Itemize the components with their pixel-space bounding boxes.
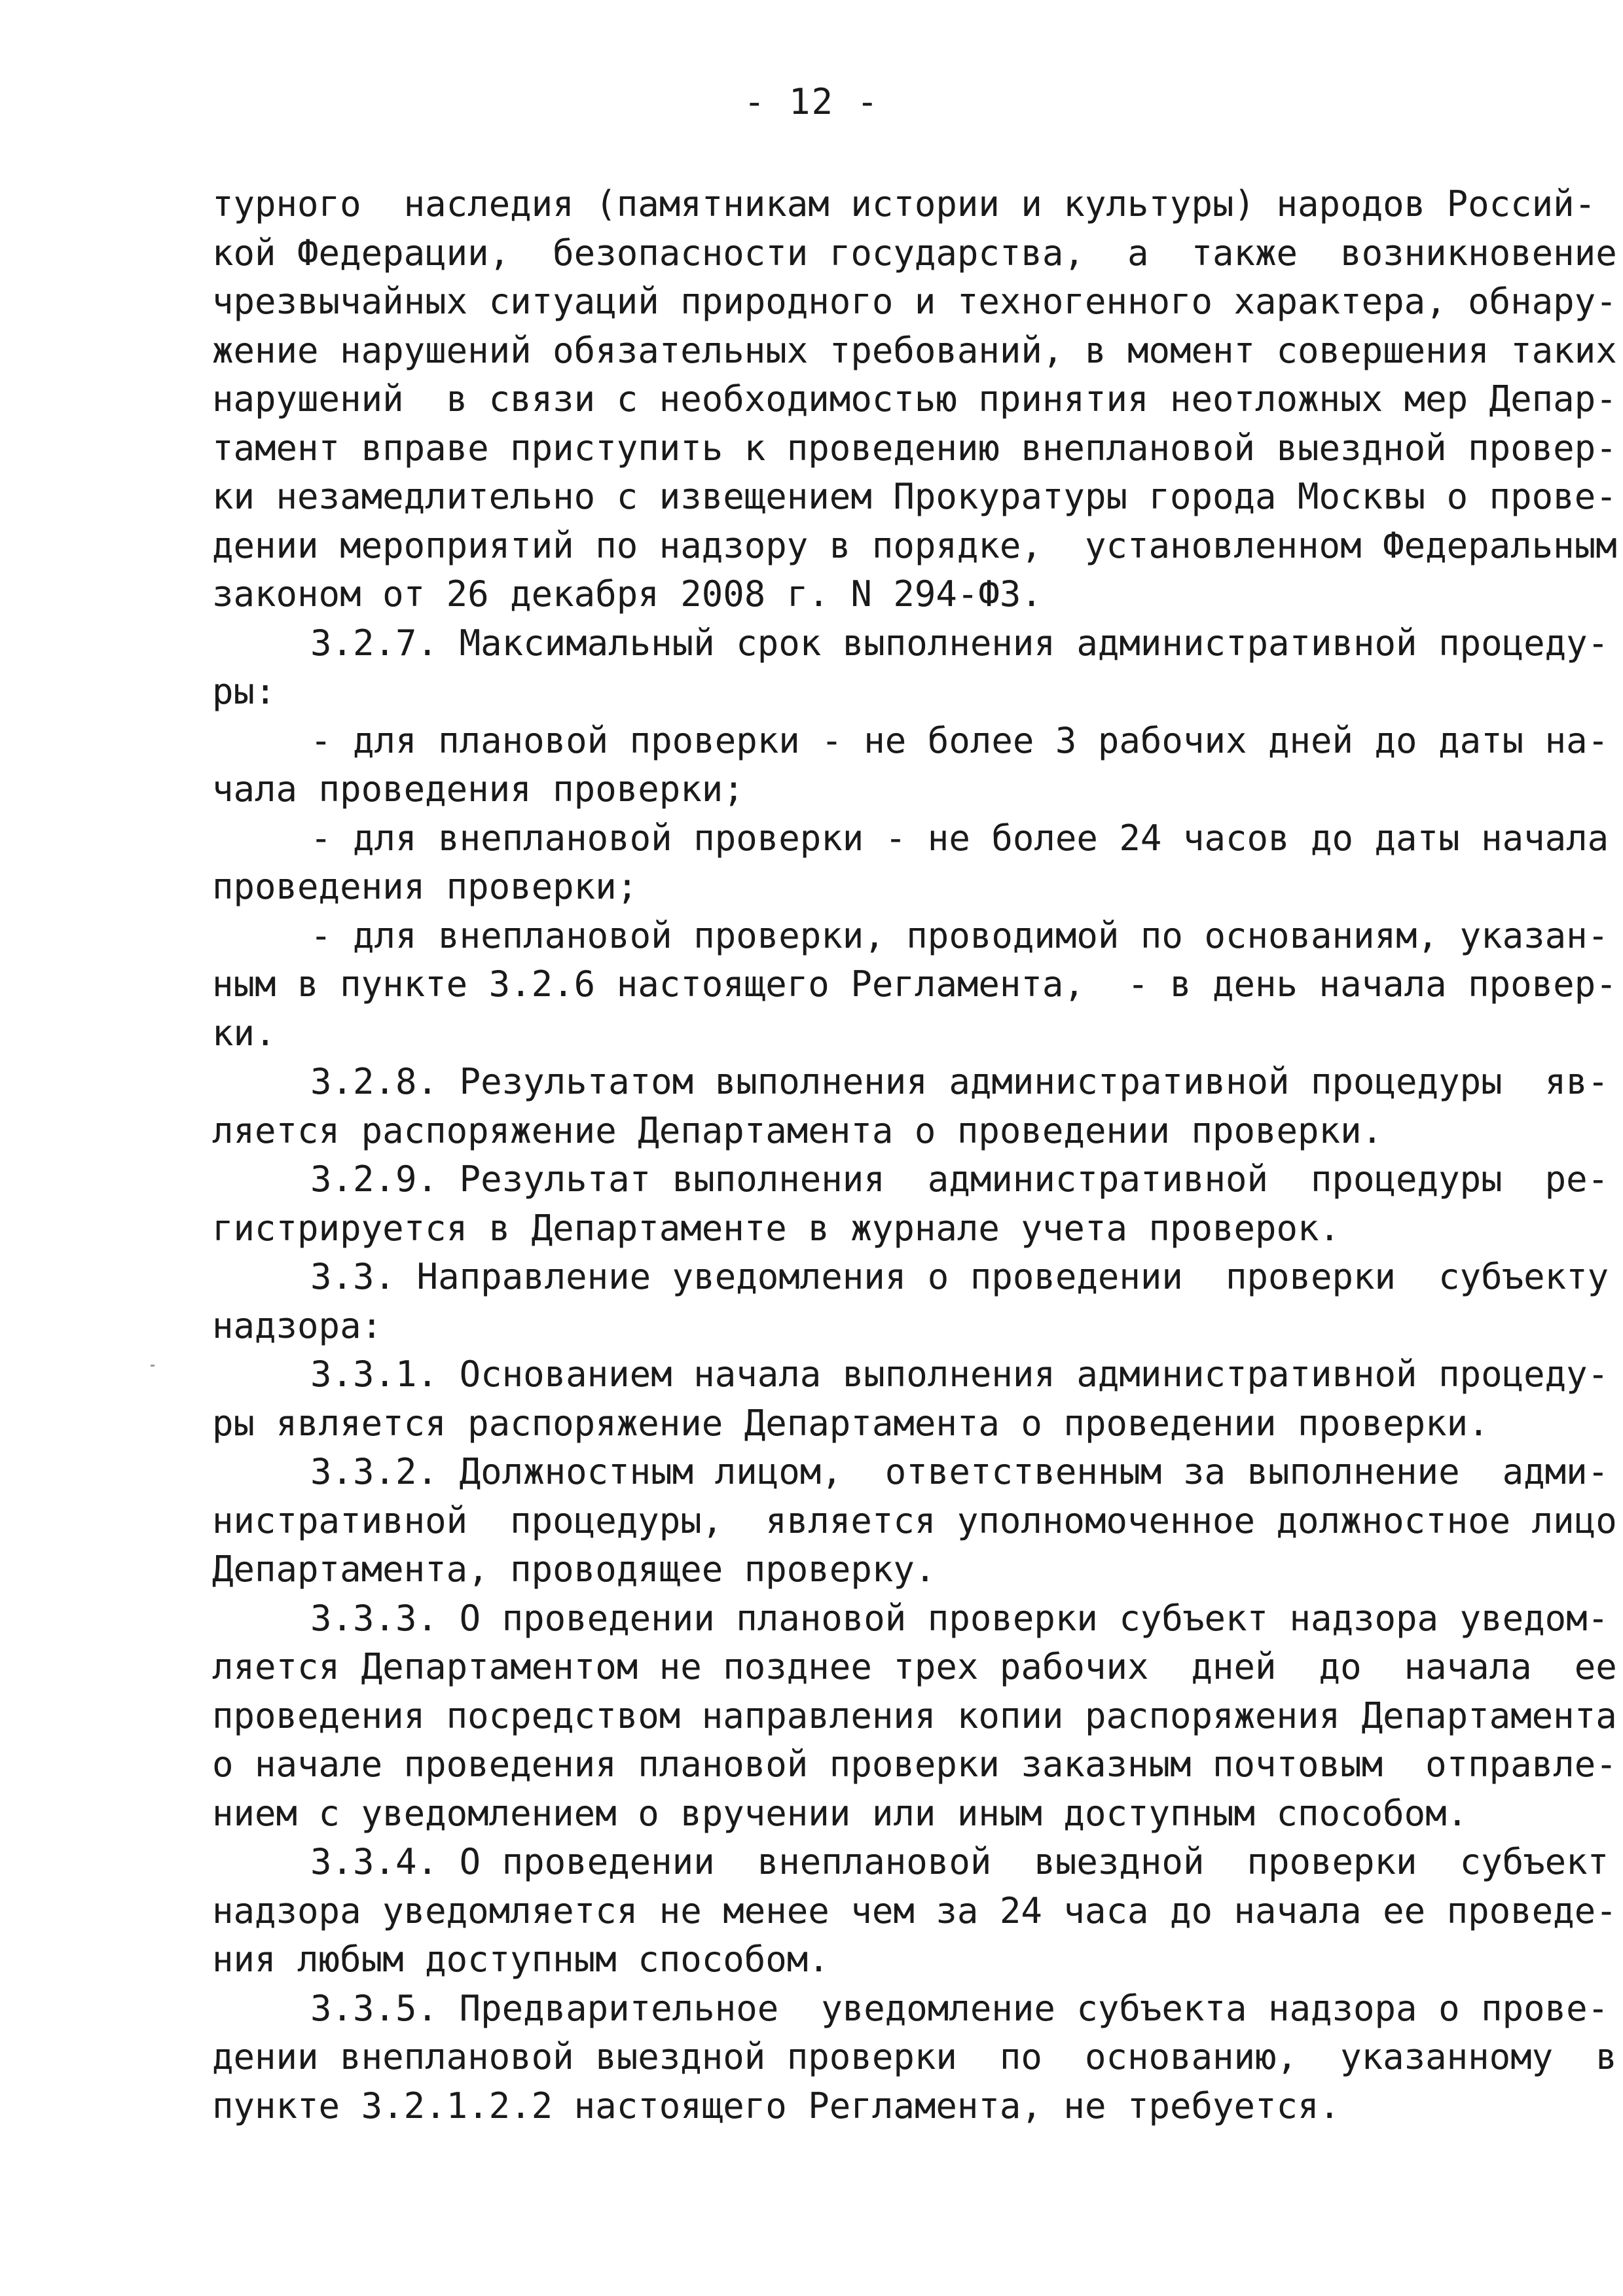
margin-mark [151,1365,155,1367]
text-line: 3.3.1. Основанием начала выполнения административной процеду- [310,1354,1609,1395]
text-line: ным в пункте 3.2.6 настоящего Регламента, - в день начала провер- [212,963,1617,1005]
text-line: ки незамедлительно с извещением Прокуратуры города Москвы о прове- [212,476,1617,517]
text-line: дении мероприятий по надзору в порядке, установленном Федеральным [212,524,1617,566]
text-line: пункте 3.2.1.2.2 настоящего Регламента, не требуется. [212,2085,1341,2126]
text-line: 3.3.5. Предварительное уведомление субъекта надзора о прове- [310,1987,1609,2029]
text-line: 3.3.2. Должностным лицом, ответственным за выполнение адми- [310,1451,1609,1492]
text-line: 3.3.4. О проведении внеплановой выездной проверки субъект [310,1841,1609,1882]
text-line: ры: [212,671,276,712]
text-line: жение нарушений обязательных требований, в момент совершения таких [212,329,1617,371]
text-line: надзора: [212,1304,383,1346]
text-line: законом от 26 декабря 2008 г. N 294-ФЗ. [212,573,1042,615]
page-number: - 12 - [743,81,880,122]
text-line: ляется Департаментом не позднее трех рабочих дней до начала ее [212,1646,1617,1687]
text-line: дении внеплановой выездной проверки по основанию, указанному в [212,2036,1617,2077]
text-line: 3.2.9. Результат выполнения административной процедуры ре- [310,1158,1609,1200]
text-line: 3.2.7. Максимальный срок выполнения административной процеду- [310,622,1609,664]
text-line: ляется распоряжение Департамента о проведении проверки. [212,1109,1383,1151]
text-line: 3.2.8. Результатом выполнения административной процедуры яв- [310,1061,1609,1102]
text-line: нарушений в связи с необходимостью принятия неотложных мер Депар- [212,378,1617,420]
text-line: - для внеплановой проверки - не более 24 часов до даты начала [310,817,1609,859]
text-line: нием с уведомлением о вручении или иным доступным способом. [212,1792,1468,1834]
text-line: - для внеплановой проверки, проводимой по основаниям, указан- [310,914,1609,956]
text-line: Департамента, проводящее проверку. [212,1549,936,1590]
text-line: ки. [212,1012,276,1054]
text-line: проведения посредством направления копии распоряжения Департамента [212,1695,1617,1736]
text-line: 3.3. Направление уведомления о проведении проверки субъекту [310,1256,1609,1297]
text-line: - для плановой проверки - не более 3 рабочих дней до даты на- [310,719,1609,761]
body-text [212,180,1617,2130]
text-line: чрезвычайных ситуаций природного и техногенного характера, обнару- [212,281,1617,322]
text-line: чала проведения проверки; [212,768,744,810]
text-line: надзора уведомляется не менее чем за 24 часа до начала ее проведе- [212,1890,1617,1931]
text-line: гистрируется в Департаменте в журнале учета проверок. [212,1207,1341,1249]
text-line: ры является распоряжение Департамента о проведении проверки. [212,1402,1489,1444]
text-line: о начале проведения плановой проверки заказным почтовым отправле- [212,1744,1617,1785]
text-line: 3.3.3. О проведении плановой проверки субъект надзора уведом- [310,1597,1609,1639]
text-line: турного наследия (памятникам истории и культуры) народов Россий- [212,183,1596,224]
text-line: нистративной процедуры, является уполномоченное должностное лицо [212,1499,1617,1541]
text-line: ния любым доступным способом. [212,1939,830,1980]
text-line: кой Федерации, безопасности государства, а также возникновение [212,232,1617,274]
text-line: проведения проверки; [212,866,638,907]
text-line: тамент вправе приступить к проведению внеплановой выездной провер- [212,427,1617,469]
